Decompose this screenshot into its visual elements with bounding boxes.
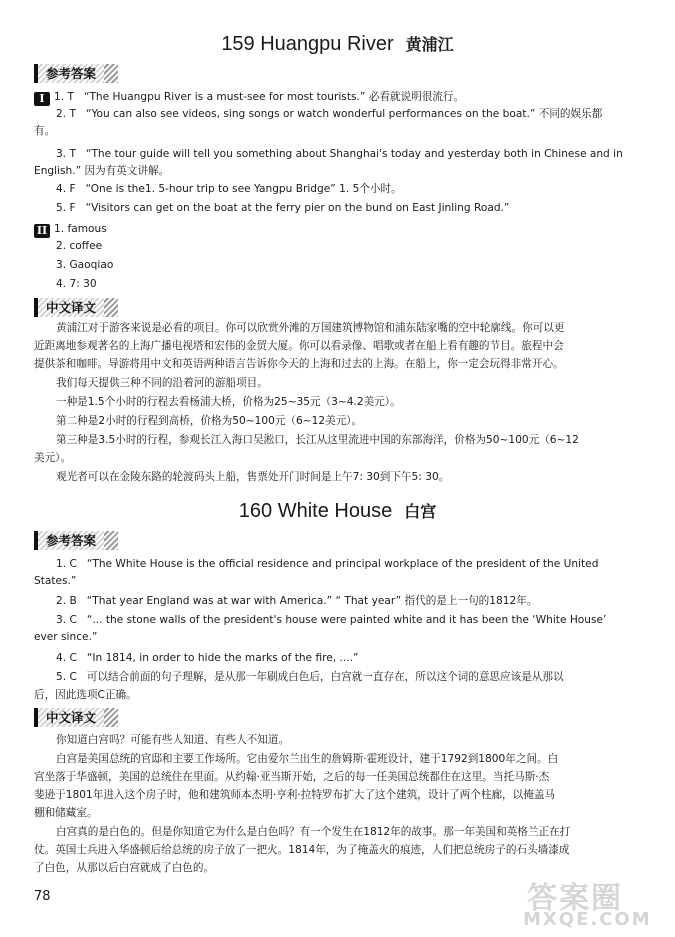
section-159-title [0, 32, 675, 56]
watermark-logo [517, 873, 667, 933]
section-159-title-en: 159 Huangpu River [221, 33, 394, 55]
translation-160-line-7: 仗。英国士兵进入华盛顿后给总统的房子放了一把火。1814年，为了掩盖火的痕迹，人们把总统房子的石头墙漆成 [34, 844, 570, 856]
translation-tag-160: 中文译文 [34, 708, 118, 727]
translation-159-line-8: 美元）。 [34, 452, 72, 464]
answer-160-5: 5. C 可以结合前面的句子理解，是从那一年刷成白色后，白宫就一直存在，所以这个词的意思应该是从那以 [56, 671, 564, 683]
watermark-line-1: 答案圈 [527, 881, 623, 916]
part-2-badge: II [34, 224, 50, 238]
answer-159-1-3: 3. T “The tour guide will tell you something about Shanghai's today and yesterday both in Chinese and in [56, 148, 623, 160]
answer-160-1: 1. C “The White House is the official residence and principal workplace of the president of the United [56, 558, 599, 570]
answer-159-2-1: II 1. famous [34, 222, 644, 238]
section-160-title-cn: 白宫 [404, 504, 437, 521]
translation-159-line-9: 观光者可以在金陵东路的轮渡码头上船，售票处开门时间是上午7: 30到下午5: 30。 [56, 471, 450, 483]
answer-159-2-4: 4. 7: 30 [56, 278, 97, 290]
section-160-title-en: 160 White House [238, 500, 393, 522]
answer-159-1-3-cont: English.” 因为有英文讲解。 [34, 165, 170, 177]
answer-160-3: 3. C “... the stone walls of the president's house were painted white and it has been the ‘White House’ [56, 614, 607, 626]
translation-159-line-4: 我们每天提供三种不同的沿着河的游船项目。 [56, 377, 268, 389]
answers-tag-160: 参考答案 [34, 531, 118, 550]
answer-160-3-cont: ever since.” [34, 631, 98, 643]
translation-160-line-8: 了白色，从那以后白宫就成了白色的。 [34, 862, 215, 874]
answer-160-2: 2. B “That year England was at war with America.” “ That year” 指代的是上一句的1812年。 [56, 595, 538, 607]
answer-159-2-3: 3. Gaoqiao [56, 259, 114, 271]
answers-tag-159: 参考答案 [34, 64, 118, 83]
section-160-title [0, 499, 675, 523]
translation-tag-159: 中文译文 [34, 298, 118, 317]
watermark-line-2: MXQE.COM [523, 909, 652, 930]
answer-159-1-2: 2. T “You can also see videos, sing songs or watch wonderful performances on the boat.” 不同的娱乐都 [56, 108, 603, 120]
translation-159-line-2: 近距离地参观著名的上海广播电视塔和宏伟的金贸大厦。你可以看录像、唱歌或者在船上看有趣的节目。旅程中会 [34, 340, 564, 352]
translation-160-line-3: 宫坐落于华盛顿，美国的总统住在里面。从约翰·亚当斯开始，之后的每一任美国总统都住在这里。当托马斯·杰 [34, 771, 550, 783]
answer-160-4: 4. C “In 1814, in order to hide the marks of the fire, ....” [56, 652, 359, 664]
translation-160-line-6: 白宫真的是白色的。但是你知道它为什么是白色吗？有一个发生在1812年的故事。那一年美国和英格兰正在打 [56, 826, 571, 838]
answer-159-1-2-cont: 有。 [34, 125, 56, 137]
section-159-title-cn: 黄浦江 [405, 37, 454, 54]
part-1-badge: I [34, 92, 50, 106]
answer-159-1-5: 5. F “Visitors can get on the boat at the ferry pier on the bund on East Jinling Road.” [56, 202, 510, 214]
translation-160-line-5: 棚和储藏室。 [34, 807, 98, 819]
answer-159-1-1: I 1. T “The Huangpu River is a must-see for most tourists.” 必看就说明很流行。 [34, 90, 644, 106]
translation-159-line-7: 第三种是3.5小时的行程，参观长江入海口吴淞口，长江从这里流进中国的东部海洋，价格为50~100元（6~12 [56, 434, 579, 446]
translation-159-line-6: 第二种是2小时的行程到高桥，价格为50~100元（6~12美元）。 [56, 415, 363, 427]
answer-160-5-cont: 后，因此选项C正确。 [34, 689, 137, 701]
translation-159-line-1: 黄浦江对于游客来说是必看的项目。你可以欣赏外滩的万国建筑博物馆和浦东陆家嘴的空中轮廓线。你可以更 [56, 322, 565, 334]
translation-160-line-4: 斐逊于1801年进入这个房子时，他和建筑师本杰明·亨利·拉特罗布扩大了这个建筑，设计了两个柱廊，以掩盖马 [34, 789, 556, 801]
page-number: 78 [34, 889, 51, 904]
translation-159-line-3: 提供茶和咖啡。导游将用中文和英语两种语言告诉你今天的上海和过去的上海。在船上，你一定会玩得非常开心。 [34, 358, 564, 370]
translation-159-line-5: 一种是1.5个小时的行程去看杨浦大桥，价格为25~35元（3~4.2美元）。 [56, 396, 401, 408]
translation-160-line-2: 白宫是美国总统的官邸和主要工作场所。它由爱尔兰出生的詹姆斯·霍班设计，建于1792到1800年之间。白 [56, 753, 559, 765]
answer-159-1-4: 4. F “One is the1. 5-hour trip to see Yangpu Bridge” 1. 5个小时。 [56, 183, 402, 195]
answer-159-2-2: 2. coffee [56, 240, 103, 252]
translation-160-line-1: 你知道白宫吗？可能有些人知道、有些人不知道。 [56, 734, 290, 746]
answer-160-1-cont: States.” [34, 575, 77, 587]
